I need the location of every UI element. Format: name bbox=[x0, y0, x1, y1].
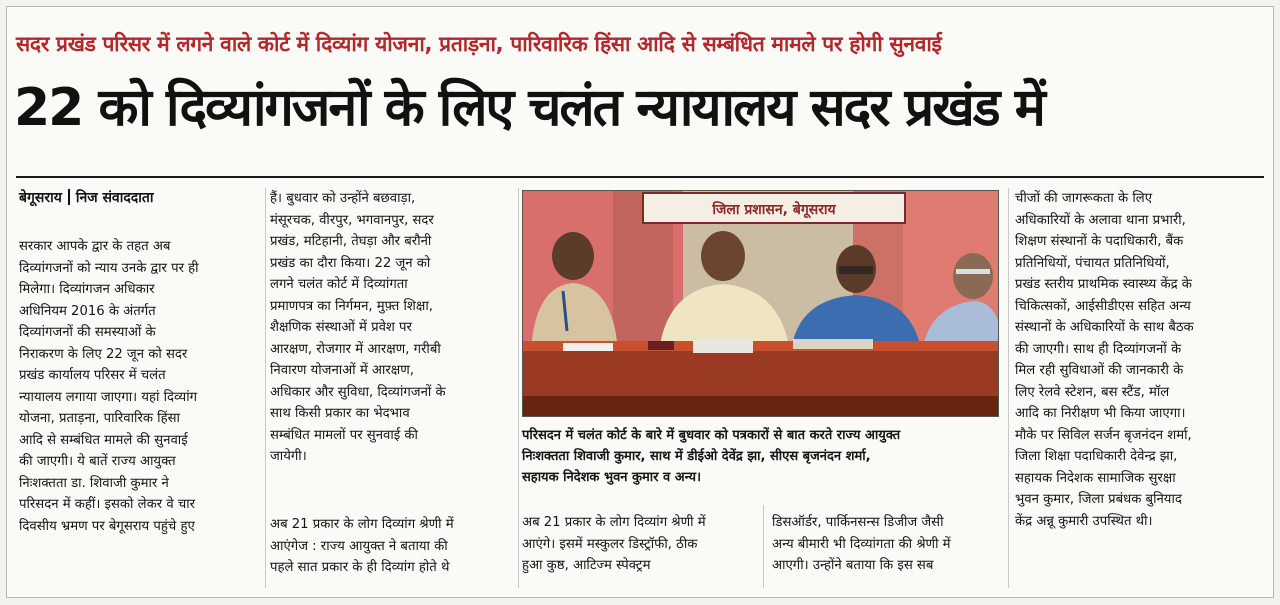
article-column-2: हैं। बुधवार को उन्होंने बछवाड़ा, मंसूरचक, वीरपुर, भगवानपुर, सदर प्रखंड, मटिहानी, तेघड़ा और बरौनी प्रखंड का दौरा किया। 22 जून को लगने चलंत कोर्ट में दिव्यांगता प्रमाणपत्र का निर्गमन, मुफ़्त शिक्षा, शैक्षणिक संस्थाओं में प्रवेश पर आरक्षण, रोजगार में आरक्षण, गरीबी निवारण योजनाओं में आरक्षण, अधिकार और सुविधा, दिव्यांगजनों के साथ किसी प्रकार का भेदभाव सम्बंधित मामलों पर सुनवाई की जायेगी। bbox=[270, 191, 446, 464]
byline-separator bbox=[68, 189, 70, 205]
article-column-5: चीजों की जागरूकता के लिए अधिकारियों के अलावा थाना प्रभारी, शिक्षण संस्थानों के पदाधिकारी, बैंक प्रतिनिधियों, पंचायत प्रतिनिधियों, प्रखंड स्तरीय प्राथमिक स्वास्थ्य केंद्र के चिकित्सकों, आईसीडीएस सहित अन्य संस्थानों के अधिकारियों के साथ बैठक की जाएगी। साथ ही दिव्यांगजनों के मिल रही सुविधाओं की जानकारी के लिए रेलवे स्टेशन, बस स्टैंड, मॉल आदि का निरीक्षण भी किया जाएगा। मौके पर सिविल सर्जन बृजनंदन शर्मा, जिला शिक्षा पदाधिकारी देवेन्द्र झा, सहायक निदेशक सामाजिक सुरक्षा भुवन कुमार, जिला प्रबंधक बुनियाद केंद्र अन्नू कुमारी उपस्थित थी। bbox=[1015, 191, 1194, 529]
article-column-4: डिसऑर्डर, पार्किनसन्स डिजीज जैसी अन्य बीमारी भी दिव्यांगता की श्रेणी में आएगी। उन्होंने बताया कि इस सब bbox=[772, 515, 951, 573]
press-meet-photo bbox=[522, 190, 999, 417]
column-divider bbox=[763, 505, 764, 588]
byline-place: बेगूसराय bbox=[19, 190, 62, 206]
headline-rule bbox=[16, 176, 1264, 178]
photo-caption: परिसदन में चलंत कोर्ट के बारे में बुधवार को पत्रकारों से बात करते राज्य आयुक्त निःशक्तता शिवाजी कुमार, साथ में डीईओ देवेंद्र झा, सीएस बृजनंदन शर्मा, सहायक निदेशक भुवन कुमार व अन्य। bbox=[522, 428, 901, 485]
byline-reporter: निज संवाददाता bbox=[75, 190, 154, 206]
main-headline: 22 को दिव्यांगजनों के लिए चलंत न्यायालय सदर प्रखंड में bbox=[14, 78, 1044, 138]
column-divider bbox=[265, 188, 266, 588]
article-column-3: अब 21 प्रकार के लोग दिव्यांग श्रेणी में आएंगे। इसमें मस्कुलर डिस्ट्रॉफी, ठीक हुआ कुष्ठ, आटिज्म स्पेक्ट्रम bbox=[522, 515, 706, 573]
article-column-1: सरकार आपके द्वार के तहत अब दिव्यांगजनों को न्याय उनके द्वार पर ही मिलेगा। दिव्यांगजन अधिकार अधिनियम 2016 के अंतर्गत दिव्यांगजनों की समस्याओं के निराकरण के लिए 22 जून को सदर प्रखंड कार्यालय परिसर में चलंत न्यायालय लगाया जाएगा। यहां दिव्यांग योजना, प्रताड़ना, पारिवारिक हिंसा आदि से सम्बंधित मामले की सुनवाई की जाएगी। ये बातें राज्य आयुक्त निःशक्तता डा. शिवाजी कुमार ने परिसदन में कहीं। इसको लेकर वे चार दिवसीय भ्रमण पर बेगूसराय पहुंचे हुए bbox=[19, 239, 199, 534]
article-column-2-continued: अब 21 प्रकार के लोग दिव्यांग श्रेणी में आएंगेज : राज्य आयुक्त ने बताया की पहले सात प्रकार के ही दिव्यांग होते थे bbox=[270, 517, 454, 575]
column-divider bbox=[1008, 188, 1009, 588]
column-divider bbox=[518, 188, 519, 588]
byline bbox=[19, 188, 153, 207]
press-meet-illustration bbox=[523, 191, 998, 416]
kicker-subheadline: सदर प्रखंड परिसर में लगने वाले कोर्ट में दिव्यांग योजना, प्रताड़ना, पारिवारिक हिंसा आदि से सम्बंधित मामले पर होगी सुनवाई bbox=[16, 32, 942, 56]
photo-banner-text: जिला प्रशासन, बेगूसराय bbox=[712, 202, 836, 218]
